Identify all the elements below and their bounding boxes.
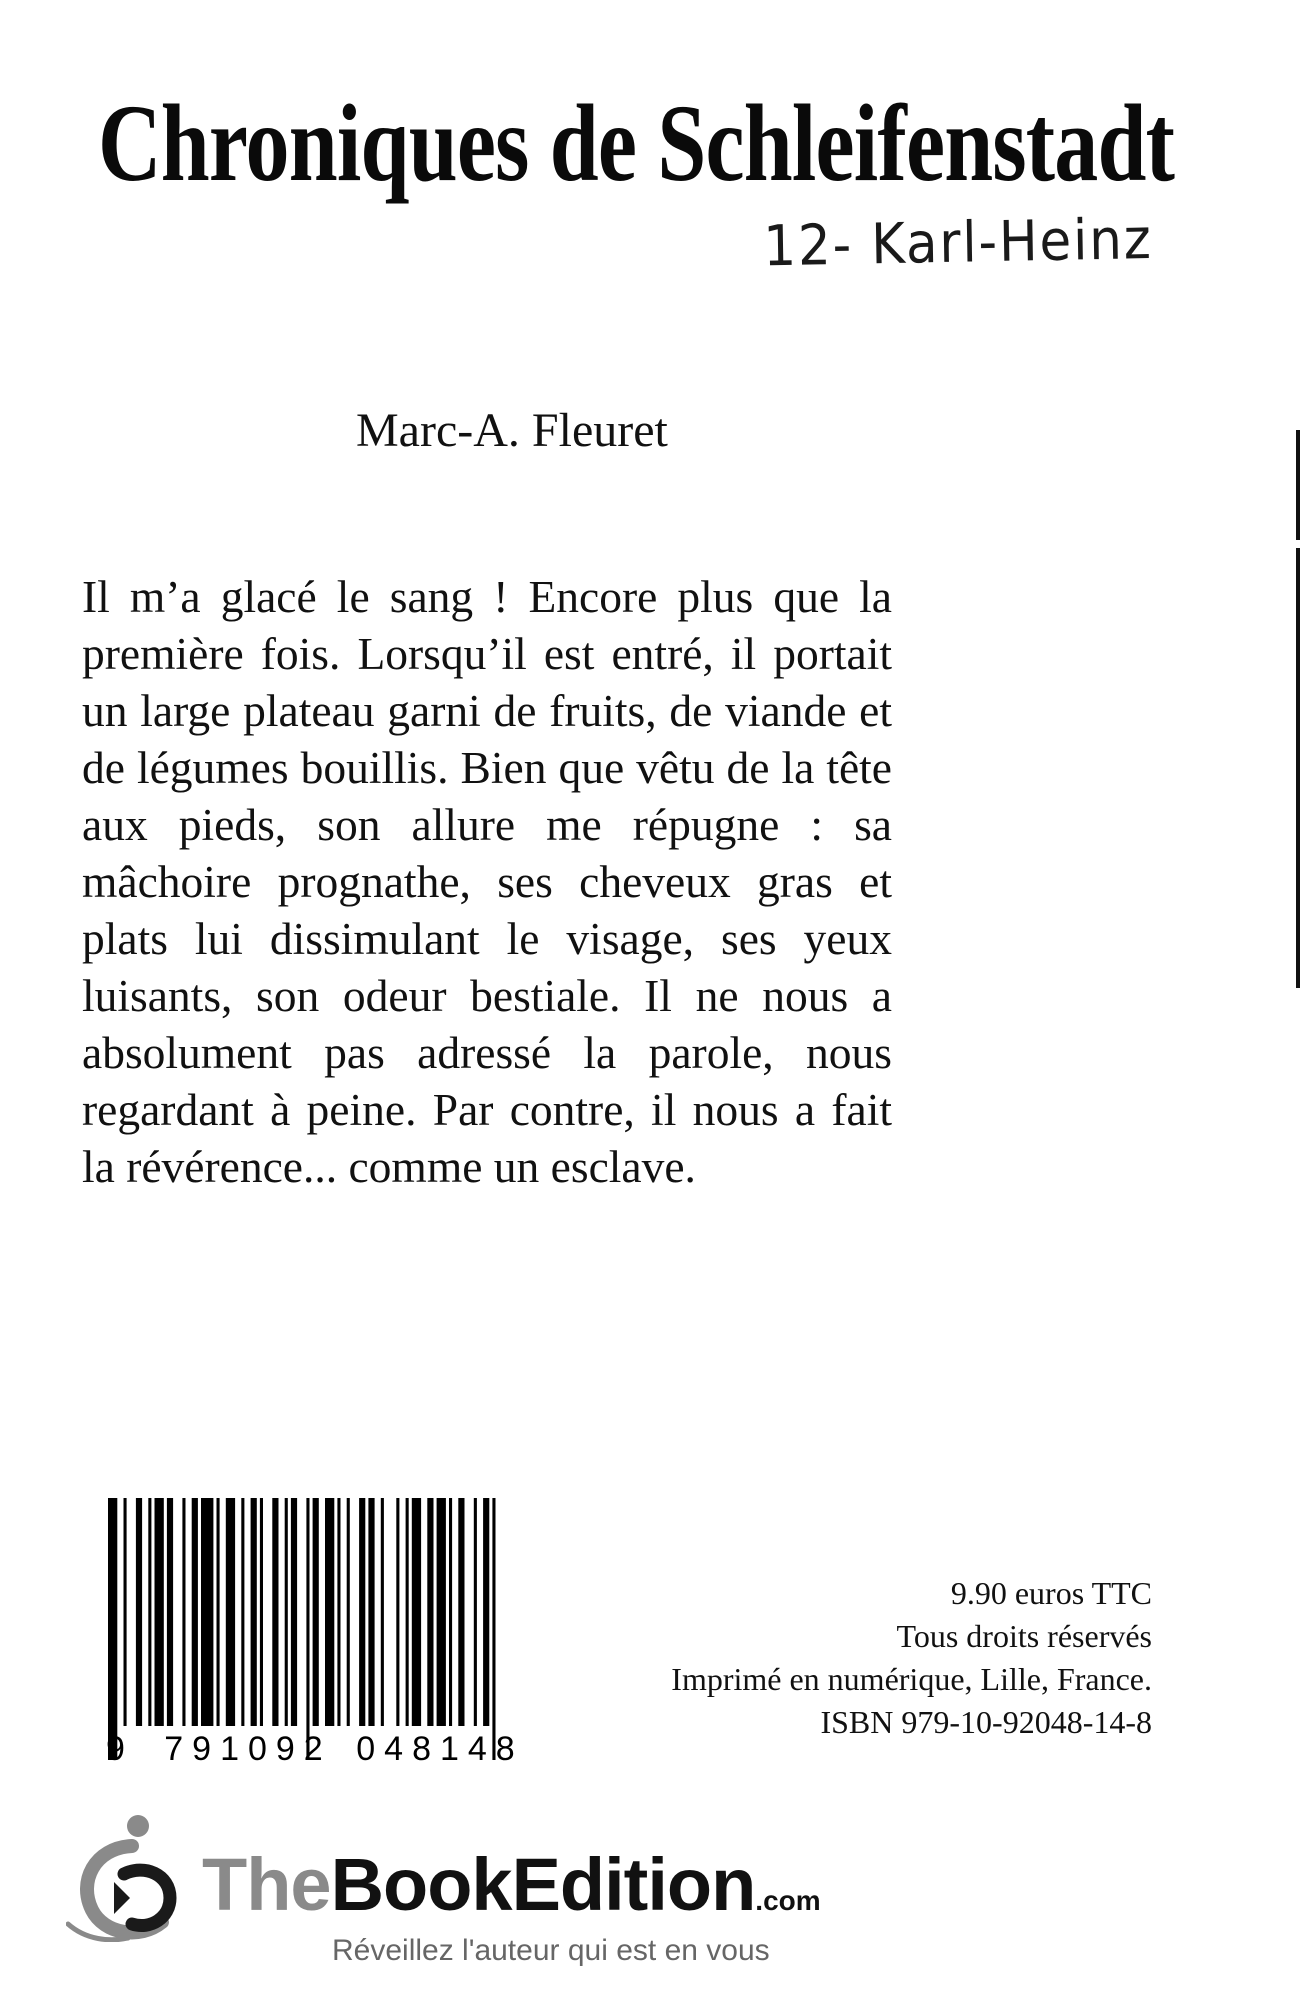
barcode-bar — [359, 1498, 365, 1726]
publisher-tagline: Réveillez l'auteur qui est en vous — [332, 1934, 770, 1967]
barcode-bar — [306, 1498, 309, 1760]
volume-subtitle: 12- Karl-Heinz — [762, 207, 1153, 280]
barcode-bar — [412, 1498, 421, 1726]
barcode-bar — [167, 1498, 173, 1726]
author-name: Marc-A. Fleuret — [356, 404, 668, 457]
barcode-bar — [337, 1498, 340, 1726]
barcode-bar — [291, 1498, 297, 1726]
publisher-brand — [202, 1843, 821, 1926]
barcode-bar — [155, 1498, 164, 1726]
barcode-bar — [272, 1498, 278, 1726]
isbn-text: ISBN 979-10-92048-14-8 — [820, 1704, 1152, 1740]
printing-text: Imprimé en numérique, Lille, France. — [671, 1661, 1152, 1697]
price-text: 9.90 euros TTC — [950, 1575, 1152, 1611]
barcode-bar — [217, 1498, 220, 1726]
rights-text: Tous droits réservés — [896, 1618, 1152, 1654]
barcode-bar — [492, 1498, 495, 1760]
publisher-swirl-icon — [66, 1812, 196, 1942]
edge-mark-lower — [1296, 548, 1300, 988]
barcode-bar — [474, 1498, 477, 1726]
barcode-bar — [458, 1498, 464, 1726]
barcode-bar — [192, 1498, 198, 1726]
barcode-bar — [313, 1498, 319, 1726]
barcode-digit-lead: 9 — [106, 1730, 125, 1768]
edge-mark-upper — [1296, 430, 1300, 540]
barcode-bars — [108, 1498, 496, 1760]
barcode-bar — [325, 1498, 334, 1726]
barcode-bar — [381, 1498, 384, 1726]
barcode-bar — [108, 1498, 117, 1760]
barcode-bar — [449, 1498, 452, 1726]
brand-the: The — [202, 1843, 331, 1926]
barcode-bar — [136, 1498, 142, 1726]
book-title: Chroniques de Schleifenstadt — [98, 82, 1175, 204]
brand-domain: .com — [755, 1885, 821, 1916]
brand-main: BookEdition — [330, 1843, 756, 1926]
barcode-bar — [182, 1498, 185, 1726]
isbn-barcode — [100, 1498, 540, 1768]
barcode-bar — [260, 1498, 263, 1726]
barcode-bar — [437, 1498, 446, 1726]
barcode-bar — [368, 1498, 374, 1726]
barcode-bar — [124, 1498, 127, 1726]
barcode-digits-right: 048148 — [356, 1730, 524, 1768]
barcode-bar — [396, 1498, 399, 1726]
barcode-bar — [201, 1498, 213, 1726]
barcode-bar — [251, 1498, 257, 1726]
publisher-logo — [66, 1812, 866, 1992]
barcode-bar — [406, 1498, 409, 1726]
back-cover-blurb: Il m’a glacé le sang ! Encore plus que la première fois. Lorsqu’il est entré, il portait un large plateau garni de fruits, de viande et de légumes bouillis. Bien que vêtu de la tête aux pieds, son allure me répugne : sa mâchoire prognathe, ses cheveux gras et plats lui dissimulant le visage, ses yeux luisants, son odeur bestiale. Il ne nous a absolument pas adressé la parole, nous regardant à peine. Par contre, il nous a fait la révérence... comme un esclave. — [82, 571, 892, 1192]
barcode-bar — [347, 1498, 350, 1726]
barcode-bar — [285, 1498, 288, 1726]
barcode-bar — [427, 1498, 433, 1726]
barcode-bar — [483, 1498, 489, 1726]
barcode-bar — [241, 1498, 244, 1726]
barcode-digits-left: 791092 — [164, 1730, 332, 1768]
barcode-bar — [226, 1498, 235, 1726]
barcode-bar — [148, 1498, 151, 1726]
publication-info — [671, 1572, 1152, 1744]
